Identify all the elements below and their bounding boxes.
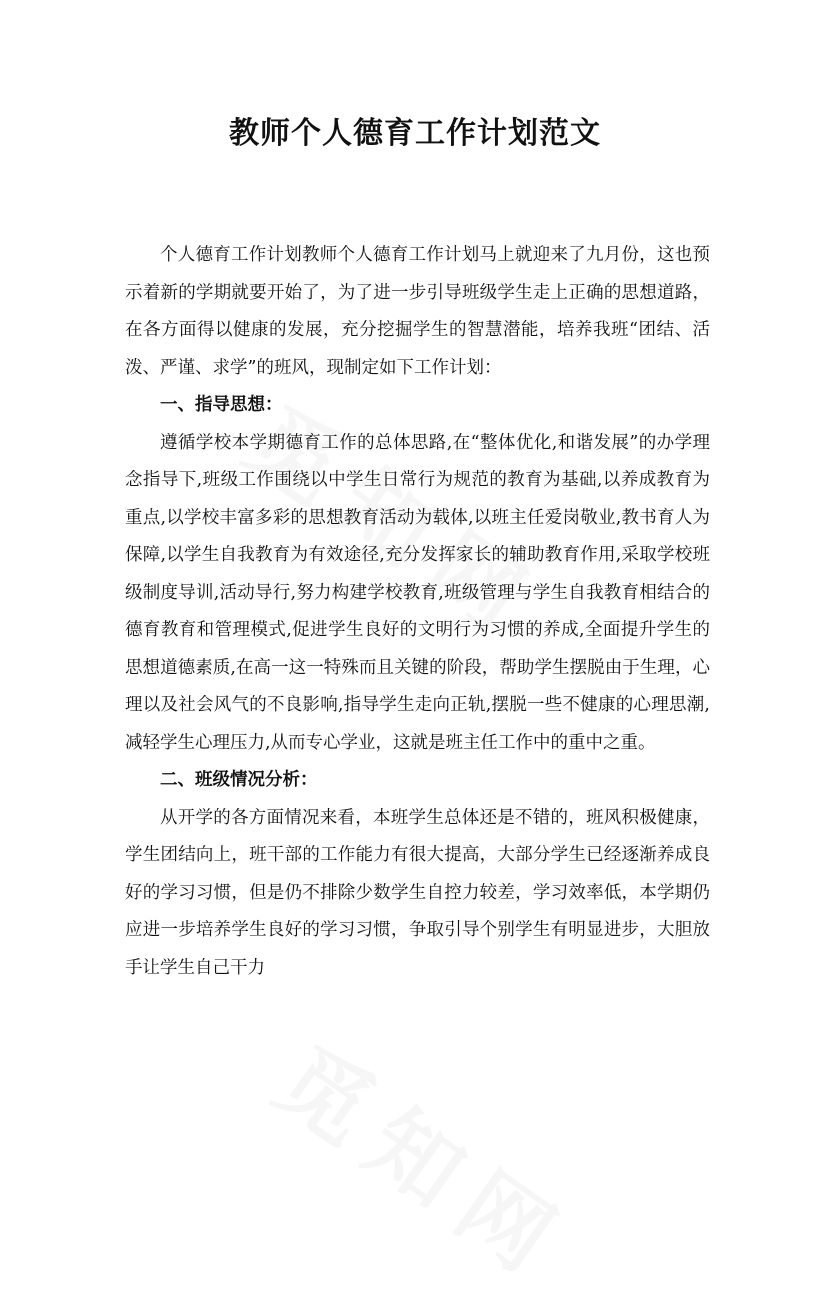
class-analysis-paragraph: 从开学的各方面情况来看，本班学生总体还是不错的，班风积极健康，学生团结向上，班干部的工作能力有很大提高，大部分学生已经逐渐养成良好的学习习惯，但是仍不排除少数学生自控力较差，学习效率低，本学期仍应进一步培养学生良好的学习习惯，争取引导个别学生有明显进步，大胆放手让学生自己干力 (125, 807, 710, 978)
intro-paragraph: 个人德育工作计划教师个人德育工作计划马上就迎来了九月份，这也预示着新的学期就要开始了，为了进一步引导班级学生走上正确的思想道路，在各方面得以健康的发展，充分挖掘学生的智慧潜能，培养我班“团结、活泼、严谨、求学”的班风，现制定如下工作计划： (125, 245, 710, 378)
section-heading-guiding-thought: 一、指导思想： (160, 395, 283, 415)
section-heading-class-analysis: 二、班级情况分析： (160, 770, 318, 790)
guiding-thought-paragraph: 遵循学校本学期德育工作的总体思路,在“整体优化,和谐发展”的办学理念指导下,班级工作围绕以中学生日常行为规范的教育为基础,以养成教育为重点,以学校丰富多彩的思想教育活动为载体,以班主任爱岗敬业,教书育人为保障,以学生自我教育为有效途径,充分发挥家长的辅助教育作用,采取学校班级制度导训,活动导行,努力构建学校教育,班级管理与学生自我教育相结合的德育教育和管理模式,促进学生良好的文明行为习惯的养成,全面提升学生的思想道德素质,在高一这一特殊而且关键的阶段，帮助学生摆脱由于生理，心理以及社会风气的不良影响,指导学生走向正轨,摆脱一些不健康的心理思潮,减轻学生心理压力,从而专心学业，这就是班主任工作中的重中之重。 (125, 432, 710, 753)
document-title: 教师个人德育工作计划范文 (229, 116, 601, 151)
document-body (125, 237, 710, 987)
watermark (255, 1010, 600, 1306)
